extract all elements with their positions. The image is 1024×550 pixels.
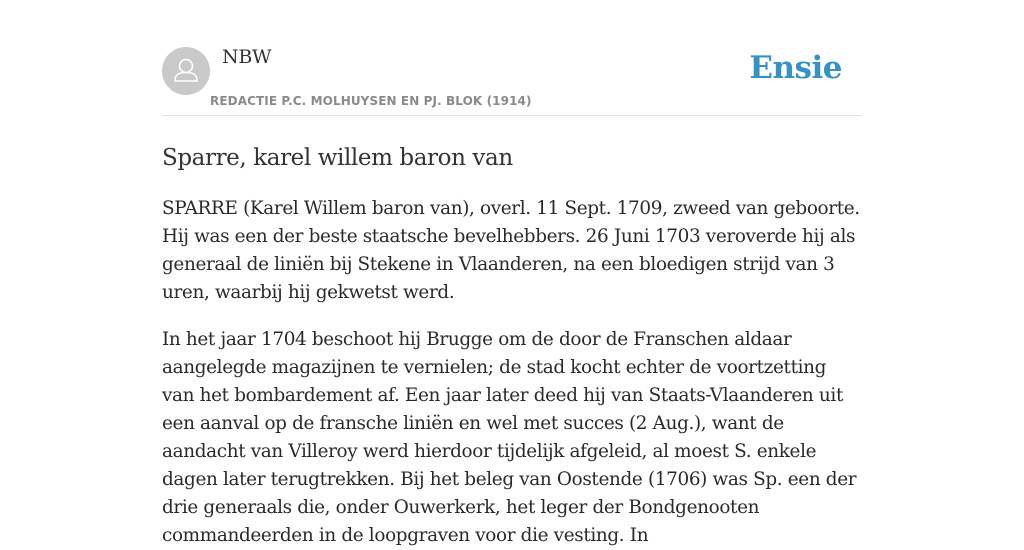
- article-header: [162, 0, 862, 116]
- avatar[interactable]: [162, 47, 210, 95]
- ensie-logo[interactable]: Ensie: [749, 50, 842, 86]
- user-placeholder-icon: [162, 47, 210, 95]
- article-paragraph-2: In het jaar 1704 beschoot hij Brugge om de door de Franschen aldaar aangelegde magazijnen te vernielen; de stad kocht echter de voortzetting van het bombardement af. Een jaar later deed hij van Staats-Vlaanderen uit een aanval op de fransche liniën en wel met succes (2 Aug.), want de aandacht van Villeroy werd hierdoor tijdelijk afgeleid, al moest S. enkele dagen later terugtrekken. Bij het beleg van Oostende (1706) was Sp. een der drie generaals die, onder Ouwerkerk, het leger der Bondgenooten commandeerden in de loopgraven voor die vesting. In: [162, 329, 857, 546]
- article-title: Sparre, karel willem baron van: [162, 145, 513, 171]
- article-paragraph-1: SPARRE (Karel Willem baron van), overl. 11 Sept. 1709, zweed van geboorte. Hij was een der beste staatsche bevelhebbers. 26 Juni 1703 veroverde hij als generaal de liniën bij Stekene in Vlaanderen, na een bloedigen strijd van 3 uren, waarbij hij gekwetst werd.: [162, 198, 860, 303]
- source-attribution: REDACTIE P.C. MOLHUYSEN EN PJ. BLOK (1914): [210, 94, 532, 108]
- author-name[interactable]: NBW: [222, 46, 272, 68]
- article-page: [162, 0, 862, 550]
